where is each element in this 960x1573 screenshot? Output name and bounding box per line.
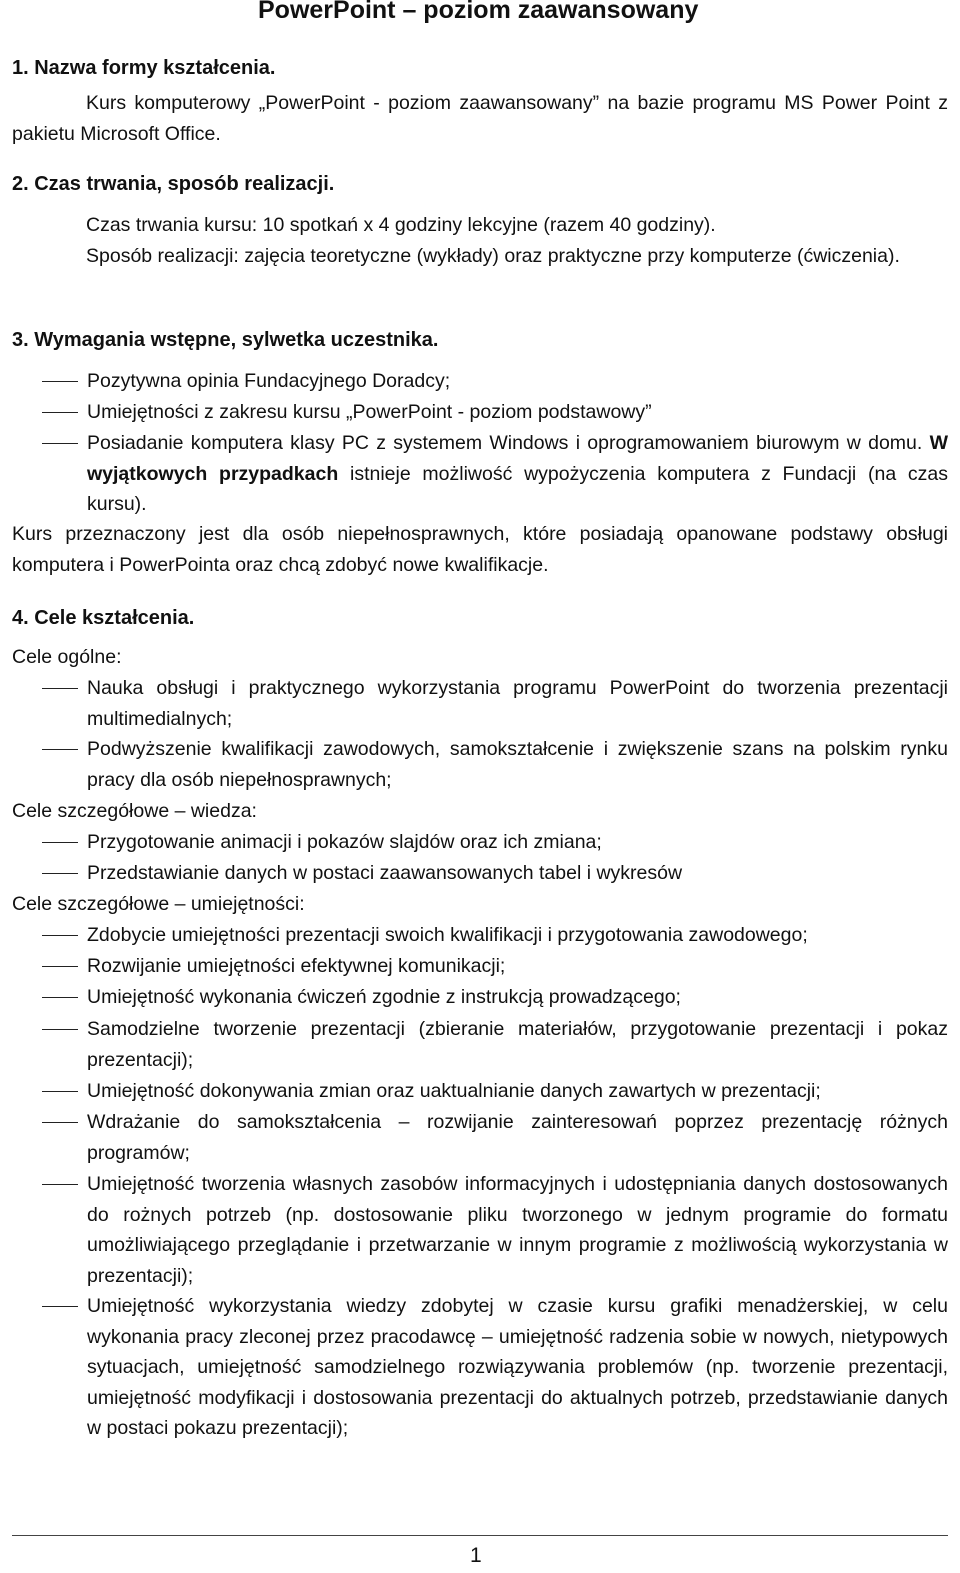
emphasis-text: W wyjątkowych przypadkach [87,432,948,485]
dash-bullet [42,842,78,843]
dash-bullet [42,1184,78,1185]
dash-bullet [42,1122,78,1123]
section-3-paragraph: Kurs przeznaczony jest dla osób niepełnosprawnych, które posiadają opanowane podstawy obsługi komputera i PowerPointa oraz chcą zdobyć nowe kwalifikacje. [12,523,948,576]
footer-divider [12,1535,948,1536]
list-item: Wdrażanie do samokształcenia – rozwijanie zainteresowań poprzez prezentację różnych programów; [12,1107,948,1168]
page-number: 1 [470,1544,482,1567]
list-item: Nauka obsługi i praktycznego wykorzystania programu PowerPoint do tworzenia prezentacji multimedialnych; [12,673,948,734]
dash-bullet [42,935,78,936]
dash-bullet [42,381,78,382]
dash-bullet [42,1091,78,1092]
section-4-heading: 4. Cele kształcenia. [12,607,195,629]
section-1-heading: 1. Nazwa formy kształcenia. [12,57,276,79]
list-item: Przedstawianie danych w postaci zaawansowanych tabel i wykresów [12,858,948,889]
list-item: Posiadanie komputera klasy PC z systemem Windows i oprogramowaniem biurowym w domu. W wyjątkowych przypadkach istnieje możliwość wypożyczenia komputera z Fundacji (na czas kursu). [12,428,948,520]
list-item: Rozwijanie umiejętności efektywnej komunikacji; [12,951,948,982]
general-goals-label: Cele ogólne: [12,646,122,668]
section-2-method: Sposób realizacji: zajęcia teoretyczne (wykłady) oraz praktyczne przy komputerze (ćwiczenia). [86,245,900,267]
list-item: Umiejętność tworzenia własnych zasobów informacyjnych i udostępniania danych dostosowanych do rożnych potrzeb (np. dostosowanie pliku tworzonego w jednym programie do formatu umożliwiającego przeglądanie i przetwarzanie w innym programie z możliwością wykorzystania w prezentacji); [12,1169,948,1291]
dash-bullet [42,688,78,689]
list-item: Samodzielne tworzenie prezentacji (zbieranie materiałów, przygotowanie prezentacji i pokaz prezentacji); [12,1014,948,1075]
dash-bullet [42,1029,78,1030]
section-2-duration: Czas trwania kursu: 10 spotkań x 4 godziny lekcyjne (razem 40 godziny). [86,214,716,236]
document-title: PowerPoint – poziom zaawansowany [258,0,699,24]
dash-bullet [42,873,78,874]
list-item: Zdobycie umiejętności prezentacji swoich kwalifikacji i przygotowania zawodowego; [12,920,948,951]
list-item: Podwyższenie kwalifikacji zawodowych, samokształcenie i zwiększenie szans na polskim rynku pracy dla osób niepełnosprawnych; [12,734,948,795]
list-item: Umiejętność wykorzystania wiedzy zdobytej w czasie kursu grafiki menadżerskiej, w celu wykonania pracy zleconej przez pracodawcę – umiejętność radzenia sobie w nowych, nietypowych sytuacjach, umiejętność samodzielnego rozwiązywania problemów (np. tworzenie prezentacji, umiejętność modyfikacji i dostosowania prezentacji do aktualnych potrzeb, przedstawianie danych w postaci pokazu prezentacji); [12,1291,948,1444]
section-1-text: Kurs komputerowy „PowerPoint - poziom zaawansowany” na bazie programu MS Power Point z pakietu Microsoft Office. [12,92,948,145]
section-2-heading: 2. Czas trwania, sposób realizacji. [12,173,335,195]
list-item: Umiejętności z zakresu kursu „PowerPoint - poziom podstawowy” [12,397,948,428]
dash-bullet [42,749,78,750]
list-item: Umiejętność dokonywania zmian oraz uaktualnianie danych zawartych w prezentacji; [12,1076,948,1107]
knowledge-goals-label: Cele szczegółowe – wiedza: [12,800,257,822]
dash-bullet [42,1306,78,1307]
dash-bullet [42,997,78,998]
section-3-heading: 3. Wymagania wstępne, sylwetka uczestnika. [12,329,439,351]
list-item: Przygotowanie animacji i pokazów slajdów oraz ich zmiana; [12,827,948,858]
dash-bullet [42,443,78,444]
dash-bullet [42,412,78,413]
list-item: Pozytywna opinia Fundacyjnego Doradcy; [12,366,948,397]
list-item: Umiejętność wykonania ćwiczeń zgodnie z instrukcją prowadzącego; [12,982,948,1013]
skills-goals-label: Cele szczegółowe – umiejętności: [12,893,305,915]
dash-bullet [42,966,78,967]
